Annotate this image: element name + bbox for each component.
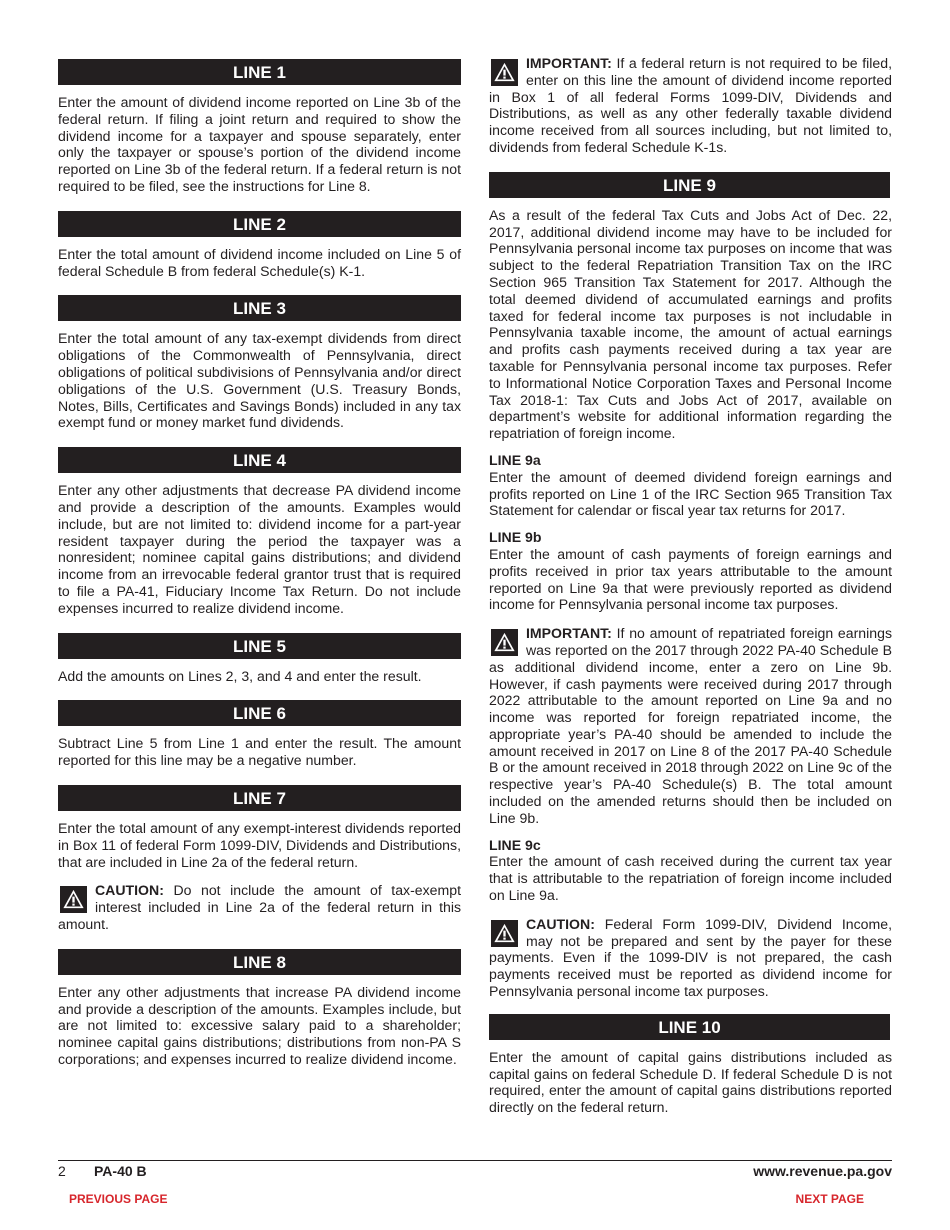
line8-important-note <box>489 55 892 156</box>
line7-text: Enter the total amount of any exempt-interest dividends reported in Box 11 of federal Form 1099-DIV, Dividends and Distributions, that are included in Line 2a of the federal return. <box>58 819 461 870</box>
line4-header: LINE 4 <box>58 447 461 473</box>
line5-text: Add the amounts on Lines 2, 3, and 4 and enter the result. <box>58 667 422 684</box>
line1-text: Enter the amount of dividend income reported on Line 3b of the federal return. If filing a joint return and required to show the dividend income for a taxpayer and spouse separately, enter only the taxpayer or spouse’s portion of the dividend income reported on Line 3b of the federal return. If a federal return is not required to be filed, see the instructions for Line 8. <box>58 94 461 194</box>
website-link[interactable]: www.revenue.pa.gov <box>753 1163 892 1179</box>
line9-text: As a result of the federal Tax Cuts and Jobs Act of Dec. 22, 2017, additional dividend income may have to be included for Pennsylvania personal income tax purposes on income that was subject to the federal Repatriation Transition Tax on the IRC Section 965 Transition Tax Statement for 2017. Although the total deemed dividend of accumulated earnings and profits taxed for federal income tax purposes is not includable in Pennsylvania taxable income, the amount of actual earnings and profits cash payments received during a tax year are taxable for Pennsylvania personal income tax purposes. Refer to Informational Notice Corporation Taxes and Personal Income Tax 2018-1: Tax Cuts and Jobs Act of 2017, available on department’s website for additional information regarding the repatriation of foreign income. <box>489 206 892 442</box>
previous-page-link[interactable]: PREVIOUS PAGE <box>69 1192 168 1206</box>
line9a-text: Enter the amount of deemed dividend foreign earnings and profits reported on Line 1 of the IRC Section 965 Transition Tax Statement for calendar or fiscal year tax returns for 2017. <box>489 468 892 519</box>
line9b-heading: LINE 9b <box>489 529 542 546</box>
line9-header: LINE 9 <box>489 172 890 198</box>
line3-text: Enter the total amount of any tax-exempt dividends from direct obligations of the Commonwealth of Pennsylvania, direct obligations of political subdivisions of Pennsylvania and/or direct obligations of the U.S. Government (U.S. Treasury Bonds, Notes, Bills, Certificates and Savings Bonds) included in any tax exempt fund or money market fund dividends. <box>58 330 461 431</box>
line9b-text: Enter the amount of cash payments of foreign earnings and profits received in prior tax years attributable to the amount reported on Line 9a that were previously reported as dividend income for Pennsylvania personal income tax purposes. <box>489 545 892 613</box>
important-label: IMPORTANT: <box>526 55 612 71</box>
line3-header: LINE 3 <box>58 295 461 321</box>
caution-text: Do not include the amount of tax-exempt interest included in Line 2a of the federal return in this amount. <box>58 882 461 932</box>
footer-divider <box>58 1160 892 1161</box>
warning-triangle-icon <box>491 59 518 86</box>
line5-header: LINE 5 <box>58 633 461 659</box>
line4-text: Enter any other adjustments that decrease PA dividend income and provide a description of the amounts. Examples would include, but are not limited to: dividend income for a part-year resident taxpayer during the period the taxpayer was a nonresident; nominee capital gains distributions; and dividend income from an irrevocable federal grantor trust that is required to file a PA-41, Fiduciary Income Tax Return. Do not include expenses incurred to realize dividend income. <box>58 482 461 616</box>
line6-text: Subtract Line 5 from Line 1 and enter the result. The amount reported for this line may be a negative number. <box>58 735 461 769</box>
left-column <box>58 59 461 1084</box>
line9a-heading: LINE 9a <box>489 451 541 468</box>
line10-header: LINE 10 <box>489 1014 890 1040</box>
important-text: If no amount of repatriated foreign earnings was reported on the 2017 through 2022 PA-40 Schedule B as additional dividend income, enter a zero on Line 9b. However, if cash payments were received during 2017 through 2022 attributable to the amount reported on Line 9a and no income was reported for foreign repatriated income, the appropriate year’s PA-40 should be amended to include the amount received in 2017 on Line 8 of the 2017 PA-40 Schedule B or the amount received in 2018 through 2022 on Line 9c of the respective year’s PA-40 Schedule(s) B. The total amount included on the amended returns should then be included on Line 9b. <box>489 625 892 826</box>
important-text: If a federal return is not required to be filed, enter on this line the amount of dividend income reported in Box 1 of all federal Forms 1099-DIV, Dividends and Distributions, as well as any other federally taxable dividend income received from all sources including, but not limited to, dividends from federal Schedule K-1s. <box>489 55 892 155</box>
line2-text: Enter the total amount of dividend income included on Line 5 of federal Schedule B from federal Schedule(s) K-1. <box>58 245 461 279</box>
line9c-heading: LINE 9c <box>489 836 541 853</box>
next-page-link[interactable]: NEXT PAGE <box>795 1192 864 1206</box>
line8-text: Enter any other adjustments that increase PA dividend income and provide a description of the amounts. Examples include, but are not limited to: excessive salary paid to a shareholder; nominee capital gains distributions; distributions from non-PA S corporations; and expenses incurred to realize dividend income. <box>58 983 461 1067</box>
warning-triangle-icon <box>491 920 518 947</box>
line9c-caution-note <box>489 916 892 1000</box>
important-label: IMPORTANT: <box>526 625 612 642</box>
warning-triangle-icon <box>491 629 518 656</box>
warning-triangle-icon <box>60 886 87 913</box>
line2-header: LINE 2 <box>58 211 461 237</box>
line6-header: LINE 6 <box>58 700 461 726</box>
line8-header: LINE 8 <box>58 949 461 975</box>
line9b-important-note <box>489 625 892 827</box>
caution-label: CAUTION: <box>526 915 595 932</box>
caution-label: CAUTION: <box>95 882 164 899</box>
line9c-text: Enter the amount of cash received during the current tax year that is attributable to the repatriation of foreign income included on Line 9a. <box>489 853 892 904</box>
line1-header: LINE 1 <box>58 59 461 85</box>
line10-text: Enter the amount of capital gains distributions included as capital gains on federal Schedule D. If federal Schedule D is not required, enter the amount of capital gains distributions reported directly on the federal return. <box>489 1048 892 1116</box>
form-name: PA-40 B <box>94 1163 147 1179</box>
caution-text: Federal Form 1099-DIV, Dividend Income, may not be prepared and sent by the payer for these payments. Even if the 1099-DIV is not prepared, the cash payments received must be reported as dividend income for Pennsylvania personal income tax purposes. <box>489 915 892 1000</box>
right-column <box>489 55 892 1132</box>
page-number: 2 <box>58 1163 66 1179</box>
line7-header: LINE 7 <box>58 785 461 811</box>
line7-caution-note <box>58 882 461 932</box>
